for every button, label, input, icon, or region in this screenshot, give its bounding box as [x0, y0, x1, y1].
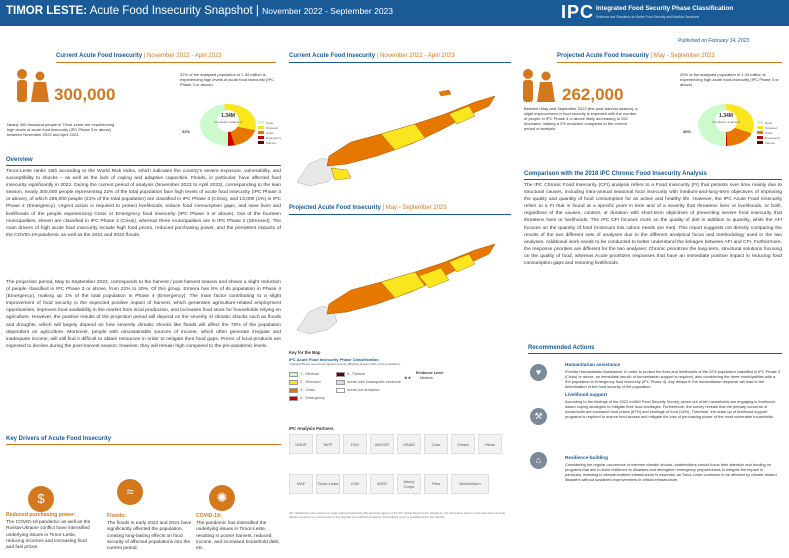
rec-title-1: Humanitarian assistance — [565, 362, 621, 367]
current-map-title: Current Acute Food Insecurity | November 2022 - April 2023 — [289, 53, 455, 59]
current-desc: Nearly 300 thousand people in Timor-Leste are experiencing high levels of acute food insecurity (IPC Phase 3 or above) between November 2022 and April 2023. — [7, 122, 115, 137]
current-donut-pct: 22% — [182, 129, 191, 134]
partner-logo: WFP — [316, 434, 340, 454]
divider — [289, 62, 511, 63]
projected-donut-sub: Population analysed — [712, 120, 740, 124]
evidence-level-value: Medium — [420, 376, 433, 380]
driver-title-2: Floods: — [107, 513, 126, 519]
projected-donut-center: 1.34M — [719, 113, 733, 119]
ipc-full-name: Integrated Food Security Phase Classification — [596, 5, 734, 12]
rec-text-1: Provide Humanitarian Assistance: In order to protect the lives and livelihoods of the 22% population classified in IPC Phase 3 (Crisis) or above, an immediate launch of humanitarian support is required, also considering the three municipalities with a 5% population in Emergency food insecurity (IPC Phase 4). Any delays in the humanitarian response will lead to the deterioration of the food security of the population. — [565, 369, 780, 389]
projected-pct-text: 20% of the analysed population of 1.34 million is experiencing high acute food insecurity (IPC Phase 3 or above). — [680, 72, 779, 87]
projected-number: 262,000 — [562, 85, 624, 104]
humanitarian-icon: ♥ — [530, 364, 547, 381]
partner-logo: UNDP — [289, 434, 313, 454]
people-icon — [12, 68, 52, 111]
partner-logo: IOM — [343, 474, 367, 494]
partner-logo: Plan — [424, 474, 448, 494]
driver-text-3: The pandemic has intensified the underlying issues in Timor-Leste, resulting in poorer harvest, reduced income, and increased household debt, etc. — [196, 521, 280, 552]
divider — [528, 353, 782, 354]
partner-logo: Hivos — [478, 434, 502, 454]
partner-logo: Oxfam — [451, 434, 475, 454]
partner-logo: FAO — [343, 434, 367, 454]
partner-logo: Mercy Corps — [397, 474, 421, 494]
driver-title-1: Reduced purchasing power: — [6, 512, 76, 518]
rec-text-2: According to the findings of the 2022 mVAM Food Security Survey, seven out of ten households are engaging in livelihood-based coping strategies to mitigate their food shortages. Furthermore, the survey reveals that the primary concerns of households are increased food prices (67%) and shortage of food (16%). Therefore, the scale-up of livelihood support programs is required to ensure food access and mitigate the loss of purchasing power of the most vulnerable households. — [565, 399, 776, 419]
partner-logo: WorldVision — [451, 474, 489, 494]
driver-text-2: The floods in early 2022 and 2021 have significantly affected the population, creating long-lasting effects on food security of affected populations into the current period. — [107, 521, 192, 552]
divider — [6, 444, 281, 445]
purchasing-power-icon: $ — [28, 486, 54, 512]
partners-disclaimer: IPC classification was carried out under national leadership with technical support of the IPC Global Support Unit. Disclaimer: the information shown on the map does not imply official recognition or endorsement of any physical and political boundaries. Full analysis report is available at the IPC website. — [289, 511, 506, 519]
map-key-subtitle: (mapped Phase represents highest severity affecting at least 20% of the population) — [289, 362, 401, 366]
rec-title-3: Resilience-building — [565, 455, 608, 460]
people-icon — [518, 68, 558, 111]
divider — [56, 62, 276, 63]
evidence-stars-icon: ★★ — [404, 375, 412, 380]
virus-icon: ✺ — [209, 485, 235, 511]
projected-desc: Between May and September 2023 (the post-harvest season), a slight improvement in food security is expected with the number of people in IPC Phase 3 or above likely decreasing to 262 thousand, making a 2% reduction compared to the current period of analysis. — [524, 106, 638, 131]
projected-pie-legend: None Stressed Crisis Emergency Famine — [757, 120, 780, 145]
flood-icon: ≈ — [117, 479, 143, 505]
divider — [557, 62, 782, 63]
resilience-icon: ⌂ — [530, 452, 547, 469]
evidence-level-label: Evidence Level — [416, 371, 444, 375]
driver-title-3: COVID-19: — [196, 513, 222, 519]
projected-map[interactable] — [289, 216, 511, 338]
comparison-title: Comparison with the 2018 IPC Chronic Food Insecurity Analysis — [524, 171, 707, 177]
overview-paragraph-1: Timor-Leste ranks 16th according to the World Risk Index, which indicates the country's severe exposure, vulnerability, and susceptibility to shocks – as well as the lack of coping and adaptive capacities. Floods, in particular, have affected food insecurity significantly in 2022. During the current period of analysis (November 2022 to April 2023), corresponding to the lean season, nearly 300,000 people representing 22% of the total population face high levels of acute food insecurity (IPC Phase 3 or above), of which 286,000 people (21% of the total population) are classified in IPC Phase 3 (Crisis), and 13,000 (1%) in IPC Phase 4 (Emergency). Urgent action is required to protect livelihoods, reduce food consumption gaps, and save lives and livelihoods of the people experiencing Crisis or Emergency food insecurity (IPC Phase 3 or above). Out of the fourteen municipalities, eleven are classified in IPC Phase 3 (Crisis), whereas three municipalities are in IPC Phase 2 (Stressed). The main drivers of high acute food insecurity include high food prices, reduced purchasing power, and the persistent impacts of the COVID-19-pandemic as well as the 2021 and 2022 floods. — [6, 169, 281, 238]
current-summary-title: Current Acute Food Insecurity | November 2022 - April 2023 — [56, 53, 222, 59]
ipc-logo: IPC — [561, 2, 595, 22]
divider — [289, 214, 511, 215]
rec-title-2: Livelihood support — [565, 392, 608, 397]
partner-logo: MSSI — [370, 474, 394, 494]
current-donut-center: 1.34M — [221, 113, 235, 119]
rec-text-3: Considering the regular occurrence of extreme climatic shocks, stakeholders should focus their attention and funding on programs that aim to build resilience to disasters and strengthen emergency preparedness to mitigate the impact in particular, investing in climate-resilient infrastructure is essential, as Timor-Leste continues to be affected by climate-related disasters without sustained improvements in critical infrastructure. — [565, 462, 777, 482]
current-pie-legend: None Stressed Crisis Emergency Famine — [258, 120, 281, 145]
recommended-title: Recommended Actions — [528, 345, 595, 351]
map-key-phases: 1 - Minimal 2 - Stressed 3 - Crisis 4 - Emergency — [289, 370, 325, 402]
partner-logo: Care — [424, 434, 448, 454]
partner-logo: UNICEF — [370, 434, 394, 454]
current-pct-text: 22% of the analysed population of 1.34 million is experiencing high levels of acute food insecurity (IPC Phase 3 or above). — [180, 72, 275, 87]
overview-paragraph-2: The projection period, May to September 2023, corresponds to the harvest / post-harvest season and shows a slight reduction of people classified in IPC Phase 3 or above, from 22% to 20%. Of this group, Ermera has 5% of its population in Phase 4 (Emergency), making up 1% of the total population in Phase 4 (Emergency). The main factor contributing to a slight improvement of food security is the expected positive impact of harvest, which generates agriculture-related employment opportunities, improves food availability in the market from local production, and increases food stock for households relying on agriculture. However, the positive results of the projection period will depend on the severity of climatic shocks such as floods and droughts, which will largely depend on how severely climatic shocks like floods will affect the 70% of the population dependent on agriculture. Moreover, people with unsustainable sources of income, which often generate irregular and inadequate income, will still find it difficult to obtain resources in order to mitigate their food gaps. Prices of local products are expected to decline during the post-harvest season; however, they will remain high compared to the pre-pandemic levels. — [6, 280, 281, 349]
partner-logo: MAF — [289, 474, 313, 494]
partners-title: IPC Analysis Partners — [289, 426, 334, 431]
projected-summary-title: Projected Acute Food Insecurity | May - September 2023 — [557, 53, 715, 59]
driver-text-1: The COVID-19 pandemic as well as the Russia-Ukraine conflict have intensified underlying issues in Timor-Leste, reducing incomes and increasing food and fuel prices. — [6, 520, 91, 551]
overview-title: Overview — [6, 157, 33, 163]
current-donut-sub: Population analysed — [214, 120, 242, 124]
partner-logo: Timor-Leste — [316, 474, 340, 494]
comparison-text: The IPC Chronic Food Insecurity (CFI) analysis refers to a Food Insecurity (FI) that persists over time mainly due to structural causes, including intra-annual seasonal food insecurity with medium-and-long-term objectives of improving the quality and quantity of food consumption for an active and healthy life. However, the IPC Acute Food Insecurity refers to a FI that is found at a specific point in time and of a severity that threatens lives or livelihoods, or both, regardless of the causes, context, or duration with short-term objectives of preventing severe food insecurity that threatens lives or livelihoods. The IPC CFI focuses more on the quality of diet in addition to quantity, while the AFI focuses on the quantity of food (minimum kilo caloric needs are met). This report suggests not directly comparing the results of the two different sets of analyses due to the different analytical focus and methodology used in the two analyses. Additional work needs to be conducted to better understand the linkages between AFI and CFI. Furthermore, the response priorities are different for the two analyses; Chronic prioritizes the long-term, structural solutions focusing on the quality of food, whereas Acute prioritizes responses that have an immediate positive impact in reducing food consumption gaps and restoring livelihoods. — [524, 183, 782, 267]
projected-map-title: Projected Acute Food Insecurity | May - September 2023 — [289, 205, 447, 211]
ipc-tagline: Evidence and Standards for Better Food Security and Nutrition Decisions — [596, 15, 699, 19]
projected-donut-pct: 20% — [683, 129, 692, 134]
divider — [524, 179, 782, 180]
page-title: TIMOR LESTE: Acute Food Insecurity Snapshot | November 2022 - September 2023 — [6, 5, 394, 17]
map-key-extra: 5 - Famine Areas with inadequate evidence Areas not analysed — [336, 370, 401, 394]
partner-logos — [289, 434, 511, 510]
drivers-title: Key Drivers of Acute Food Insecurity — [6, 436, 112, 442]
map-key-heading: Key for the Map — [289, 350, 321, 355]
map-key-title: IPC Acute Food Insecurity Phase Classification — [289, 357, 379, 362]
current-number: 300,000 — [54, 85, 116, 104]
published-date: Published on February 14, 2023 — [678, 38, 750, 44]
divider — [6, 165, 281, 166]
partner-logo: USAID — [397, 434, 421, 454]
current-map[interactable] — [289, 64, 511, 190]
livelihood-icon: ⚒ — [530, 408, 547, 425]
